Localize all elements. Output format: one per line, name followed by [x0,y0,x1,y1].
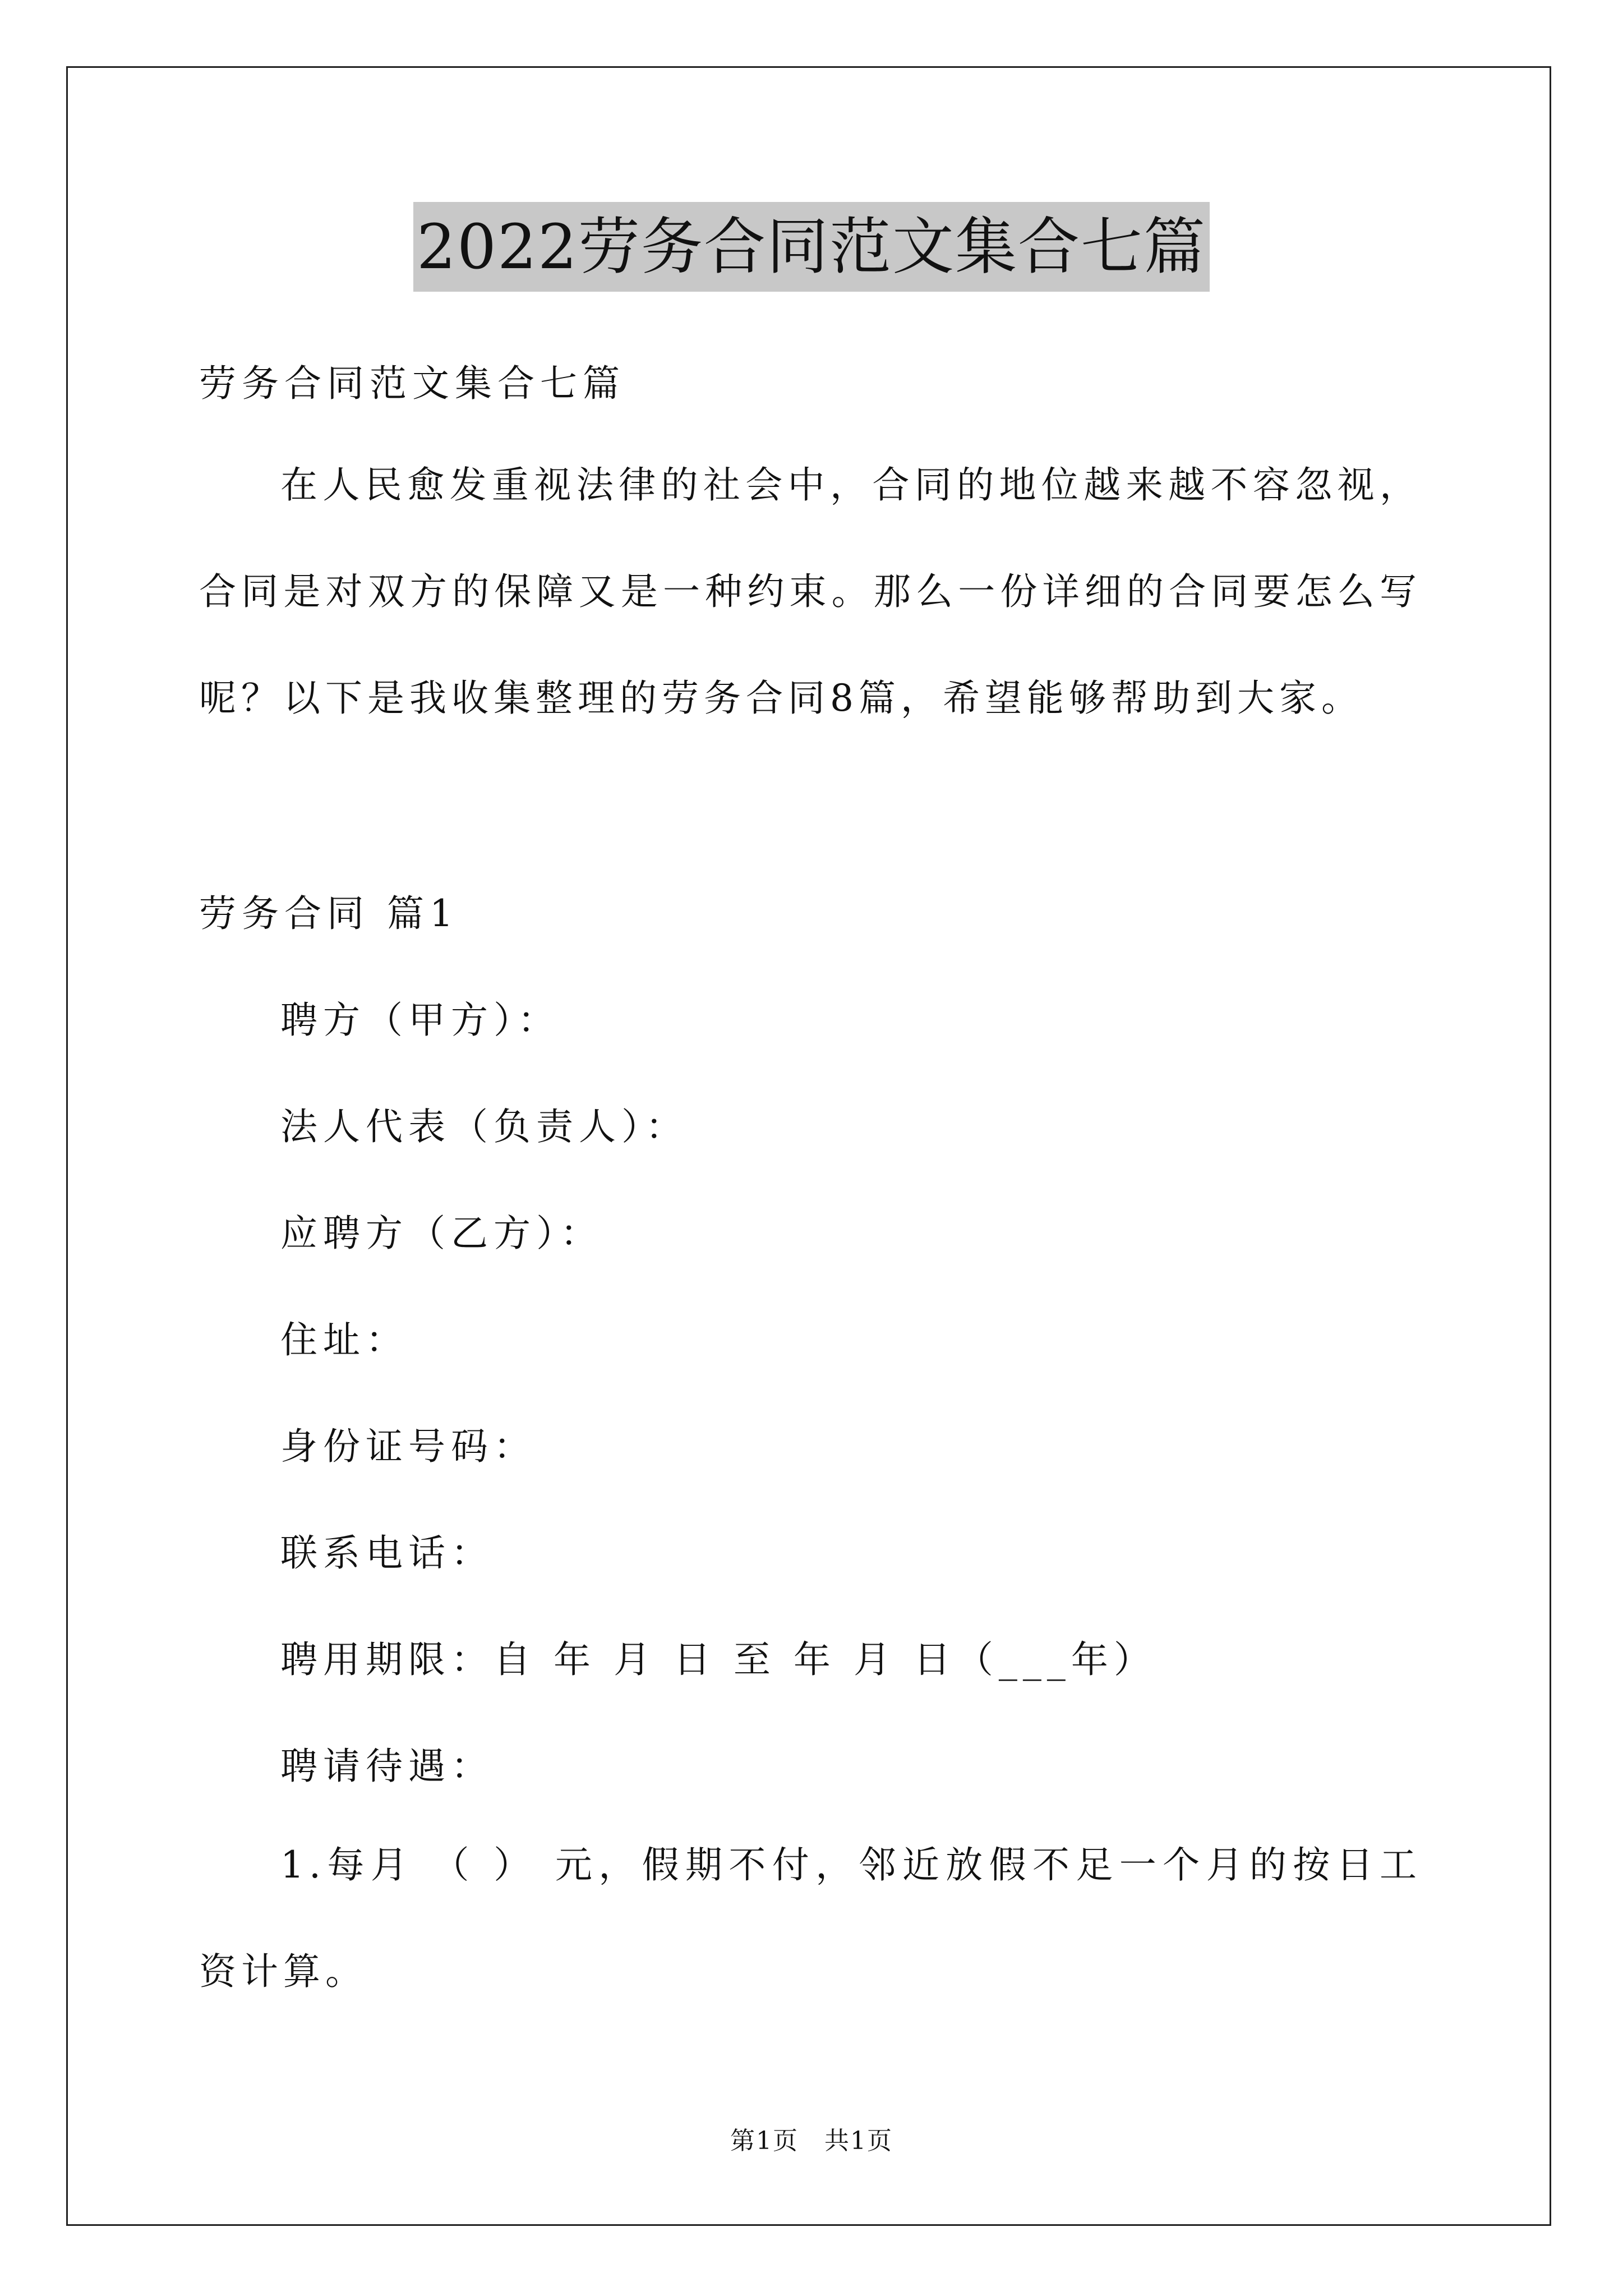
field-compensation: 聘请待遇： [280,1745,494,1788]
page-footer: 第1页 共1页 [730,2127,893,2155]
title-container [0,202,1623,292]
field-employer: 聘方（甲方）： [280,999,560,1042]
document-title: 2022劳务合同范文集合七篇 [413,202,1210,292]
item-1-paragraph: 1.每月 （ ） 元，假期不付，邻近放假不足一个月的按日工资计算。 [199,1843,1422,1993]
intro-paragraph: 在人民愈发重视法律的社会中，合同的地位越来越不容忽视，合同是对双方的保障又是一种约束。那么一份详细的合同要怎么写呢？以下是我收集整理的劳务合同8篇，希望能够帮助到大家。 [199,463,1422,720]
document-subtitle: 劳务合同范文集合七篇 [199,362,625,405]
section-heading: 劳务合同 篇1 [199,892,459,935]
field-legal-representative: 法人代表（负责人）： [280,1105,688,1148]
field-address: 住址： [280,1318,408,1361]
field-employee: 应聘方（乙方）： [280,1212,603,1255]
field-term: 聘用期限：自 年 月 日 至 年 月 日（___年） [280,1638,1156,1681]
field-id-number: 身份证号码： [280,1425,536,1468]
field-phone: 联系电话： [280,1531,494,1575]
